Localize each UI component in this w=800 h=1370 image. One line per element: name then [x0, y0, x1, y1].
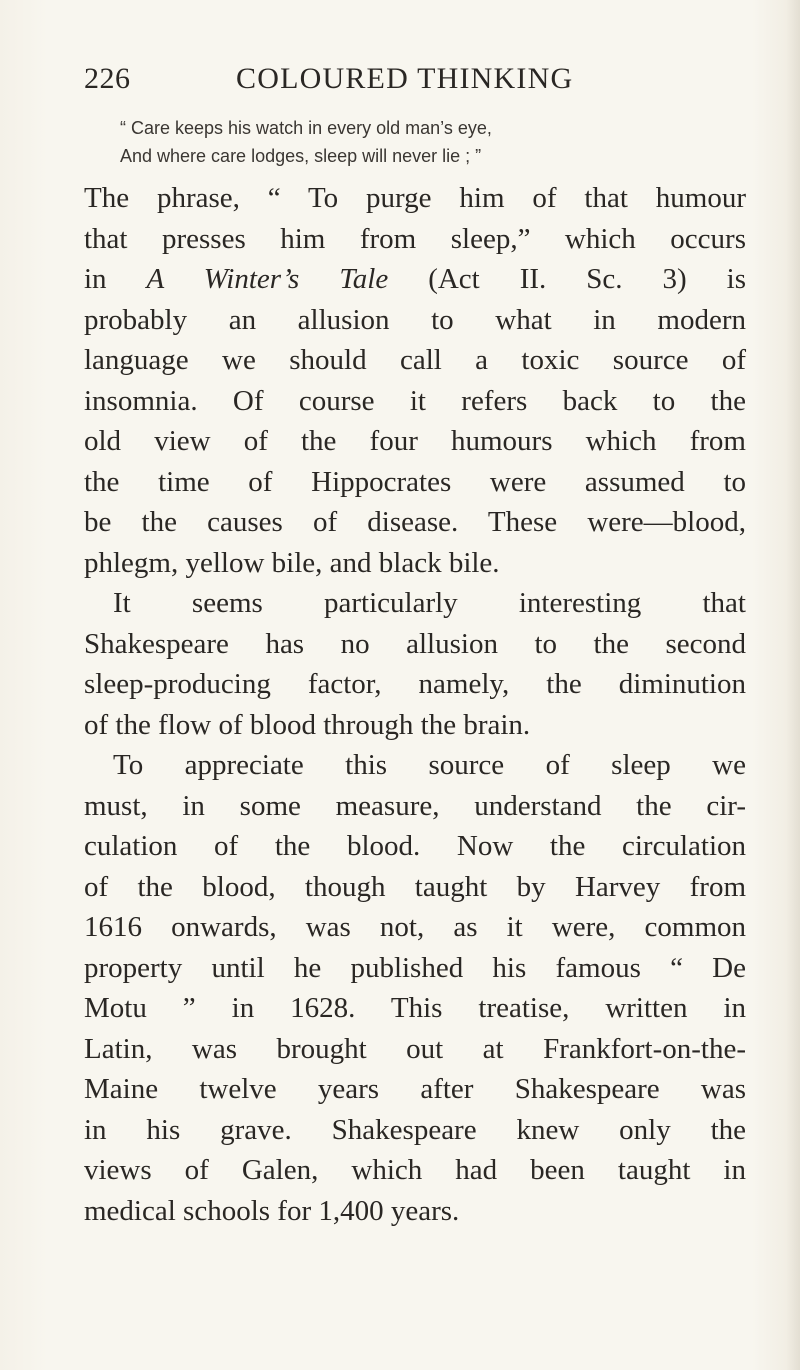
text-line: of the blood, though taught by Harvey from — [84, 870, 746, 903]
running-header — [84, 62, 744, 102]
text-line: be the causes of disease. These were—blood, — [84, 506, 746, 538]
text-line: medical schools for 1,400 years. — [84, 1194, 460, 1227]
page-edge-shadow — [786, 0, 800, 1370]
text-line: that presses him from sleep,” which occurs — [84, 222, 746, 255]
text-line: sleep-producing factor, namely, the diminution — [84, 668, 746, 700]
text-line — [84, 259, 746, 300]
page-number: 226 — [84, 62, 131, 95]
text-line: The phrase, “ To purge him of that humour — [84, 182, 746, 214]
text-line: 1616 onwards, was not, as it were, common — [84, 911, 746, 943]
text-line: probably an allusion to what in modern — [84, 303, 746, 336]
text-line: Motu ” in 1628. This treatise, written in — [84, 992, 746, 1024]
text-line: of the flow of blood through the brain. — [84, 708, 531, 741]
text-line: in his grave. Shakespeare knew only the — [84, 1113, 746, 1146]
text-line: must, in some measure, understand the cir- — [84, 789, 746, 822]
italic-title: A Winter’s Tale — [146, 263, 389, 295]
paragraph — [84, 583, 746, 745]
text-line: property until he published his famous “ De — [84, 951, 746, 984]
text-line: the time of Hippocrates were assumed to — [84, 465, 746, 498]
text-line: language we should call a toxic source of — [84, 344, 746, 376]
text-line: It seems particularly interesting that — [113, 587, 746, 619]
running-title: COLOURED THINKING — [236, 62, 574, 95]
text-line: old view of the four humours which from — [84, 425, 746, 457]
text-segment: (Act II. Sc. 3) is — [388, 263, 746, 295]
text-line: insomnia. Of course it refers back to the — [84, 384, 746, 417]
text-line: views of Galen, which had been taught in — [84, 1154, 746, 1186]
text-segment: in — [84, 263, 147, 295]
paragraph — [84, 178, 746, 583]
text-line: To appreciate this source of sleep we — [113, 749, 746, 781]
text-line: culation of the blood. Now the circulation — [84, 830, 746, 862]
epigraph-line: “ Care keeps his watch in every old man’s eye, — [120, 118, 492, 138]
text-line: Shakespeare has no allusion to the second — [84, 627, 746, 660]
text-line: Latin, was brought out at Frankfort-on-the- — [84, 1032, 746, 1065]
text-line: Maine twelve years after Shakespeare was — [84, 1073, 746, 1105]
paragraph — [84, 745, 746, 1231]
epigraph-line: And where care lodges, sleep will never lie ; ” — [120, 146, 482, 166]
text-line: phlegm, yellow bile, and black bile. — [84, 546, 500, 579]
body-text — [84, 178, 746, 1231]
epigraph-quote — [120, 114, 740, 170]
